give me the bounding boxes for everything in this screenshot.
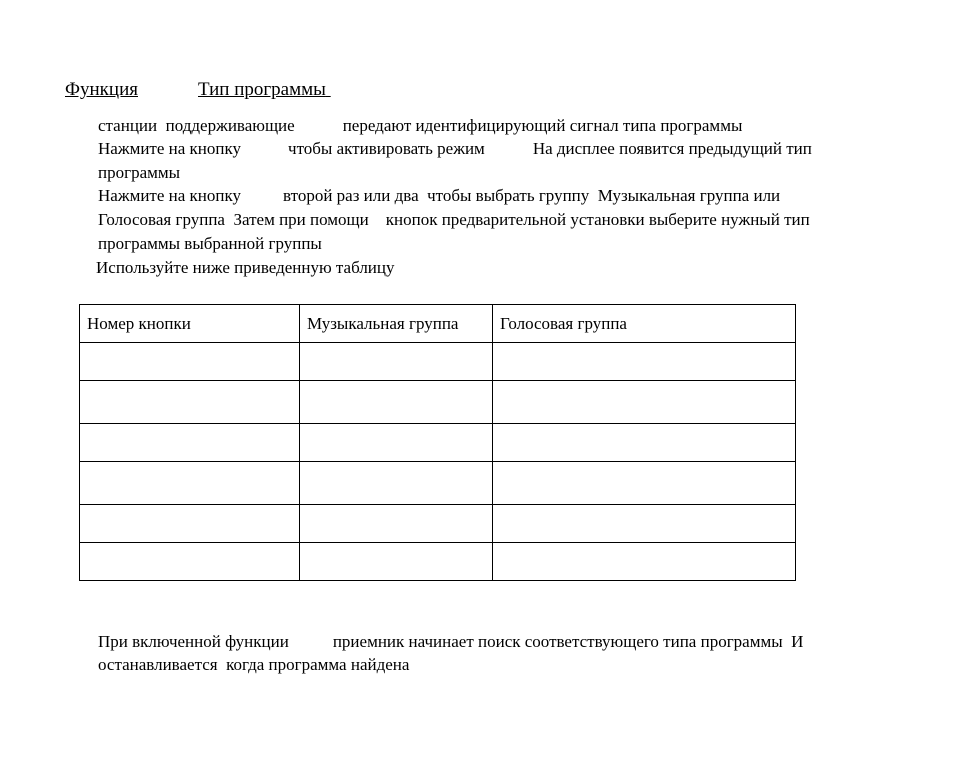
table-cell bbox=[80, 381, 300, 424]
column-header-button-number: Номер кнопки bbox=[80, 305, 300, 343]
program-type-label: Тип программы bbox=[198, 79, 326, 100]
table-row bbox=[80, 505, 796, 543]
function-label: Функция bbox=[65, 79, 138, 100]
table-cell bbox=[300, 543, 493, 581]
text-line: программы bbox=[98, 163, 181, 182]
text-fragment: Нажмите на кнопку bbox=[98, 186, 242, 205]
text-line bbox=[98, 186, 780, 206]
text-line bbox=[98, 632, 803, 652]
text-line bbox=[98, 116, 742, 136]
column-header-voice-group: Голосовая группа bbox=[493, 305, 796, 343]
program-type-table bbox=[79, 304, 796, 581]
table-cell bbox=[493, 381, 796, 424]
table-cell bbox=[80, 543, 300, 581]
table-cell bbox=[300, 505, 493, 543]
column-header-music-group: Музыкальная группа bbox=[300, 305, 493, 343]
table-cell bbox=[80, 343, 300, 381]
text-fragment: кнопок предварительной установки выберите нужный тип bbox=[385, 210, 810, 229]
table-header-row bbox=[80, 305, 796, 343]
table-cell bbox=[493, 424, 796, 462]
text-line bbox=[98, 210, 810, 230]
table-row bbox=[80, 462, 796, 505]
table-row bbox=[80, 343, 796, 381]
table-row bbox=[80, 424, 796, 462]
text-fragment: приемник начинает поиск соответствующего типа программы И bbox=[332, 632, 804, 651]
text-fragment: станции поддерживающие bbox=[98, 116, 295, 135]
text-fragment: На дисплее появится предыдущий тип bbox=[532, 139, 812, 158]
table-cell bbox=[493, 505, 796, 543]
table-cell bbox=[300, 424, 493, 462]
table-cell bbox=[80, 424, 300, 462]
text-fragment: При включенной функции bbox=[98, 632, 289, 651]
text-fragment: Голосовая группа Затем при помощи bbox=[98, 210, 369, 229]
table-cell bbox=[493, 343, 796, 381]
text-fragment: передают идентифицирующий сигнал типа программы bbox=[342, 116, 743, 135]
table-cell bbox=[493, 543, 796, 581]
text-fragment: второй раз или два чтобы выбрать группу Музыкальная группа или bbox=[283, 186, 781, 205]
table-row bbox=[80, 381, 796, 424]
table-cell bbox=[80, 462, 300, 505]
text-line bbox=[98, 139, 812, 159]
text-fragment: чтобы активировать режим bbox=[288, 139, 485, 158]
table-cell bbox=[80, 505, 300, 543]
section-heading bbox=[65, 79, 331, 101]
table-cell bbox=[493, 462, 796, 505]
table-cell bbox=[300, 381, 493, 424]
table-cell bbox=[300, 343, 493, 381]
text-line: Используйте ниже приведенную таблицу bbox=[96, 258, 395, 277]
text-fragment: Нажмите на кнопку bbox=[98, 139, 242, 158]
table-cell bbox=[300, 462, 493, 505]
table-row bbox=[80, 543, 796, 581]
text-line: останавливается когда программа найдена bbox=[98, 655, 410, 674]
text-line: программы выбранной группы bbox=[98, 234, 322, 253]
